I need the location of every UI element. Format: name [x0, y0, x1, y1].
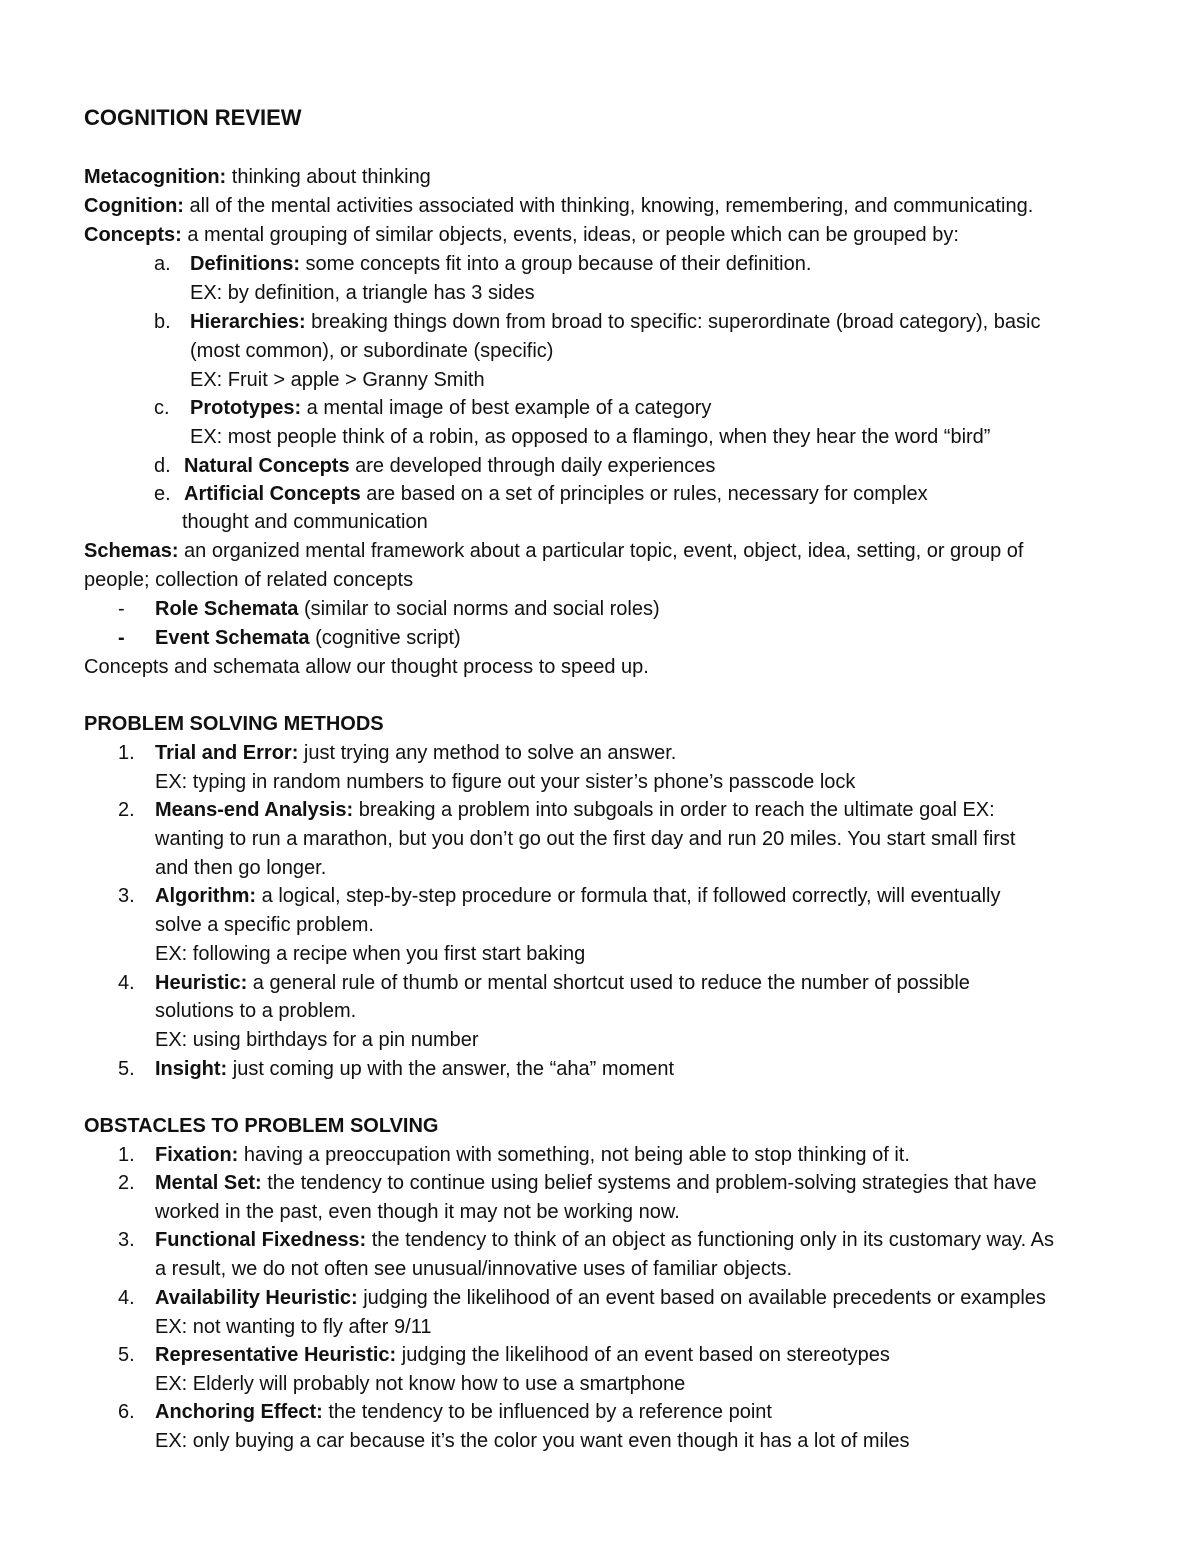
item-continuation: thought and communication	[182, 511, 428, 533]
schemas-term: Schemas:	[84, 540, 179, 562]
list-marker: 3.	[118, 1229, 135, 1251]
item-term: Artificial Concepts	[184, 483, 361, 505]
list-marker: c.	[154, 397, 170, 419]
list-item	[190, 396, 711, 420]
item-definition: judging the likelihood of an event based on available precedents or examples	[357, 1287, 1046, 1309]
item-definition: are developed through daily experiences	[349, 455, 716, 477]
item-example: EX: Elderly will probably not know how to use a smartphone	[155, 1373, 686, 1395]
item-definition: the tendency to think of an object as functioning only in its customary way. As	[366, 1229, 1054, 1251]
list-marker: 2.	[118, 799, 135, 821]
item-definition: the tendency to continue using belief systems and problem-solving strategies that have	[261, 1172, 1037, 1194]
item-term: Hierarchies:	[190, 311, 306, 333]
item-continuation: solve a specific problem.	[155, 914, 374, 936]
schemas-summary: Concepts and schemata allow our thought process to speed up.	[84, 656, 649, 678]
cognition-term: Cognition:	[84, 195, 184, 217]
list-item	[155, 741, 676, 765]
item-term: Means-end Analysis:	[155, 799, 354, 821]
item-definition: (cognitive script)	[309, 627, 461, 649]
item-definition: a general rule of thumb or mental shortcut used to reduce the number of possible	[247, 972, 970, 994]
list-marker: 3.	[118, 885, 135, 907]
item-example: EX: following a recipe when you first start baking	[155, 943, 586, 965]
list-item	[155, 1171, 1037, 1195]
item-definition: a logical, step-by-step procedure or formula that, if followed correctly, will eventually	[256, 885, 1001, 907]
concepts-definition: a mental grouping of similar objects, events, ideas, or people which can be grouped by:	[181, 224, 959, 246]
list-item	[155, 1286, 1046, 1310]
item-term: Natural Concepts	[184, 455, 350, 477]
dash-marker: -	[118, 598, 125, 620]
item-term: Availability Heuristic:	[155, 1287, 358, 1309]
item-term: Insight:	[155, 1058, 228, 1080]
list-marker: 1.	[118, 1144, 135, 1166]
section-heading-problem-solving: PROBLEM SOLVING METHODS	[84, 713, 384, 735]
list-item	[190, 310, 1040, 334]
item-definition: breaking things down from broad to specific: superordinate (broad category), basic	[305, 311, 1041, 333]
list-item	[155, 1228, 1054, 1252]
item-example: EX: Fruit > apple > Granny Smith	[190, 369, 485, 391]
item-term: Role Schemata	[155, 598, 299, 620]
item-example: EX: only buying a car because it’s the color you want even though it has a lot of miles	[155, 1430, 910, 1452]
list-item	[155, 1400, 772, 1424]
metacognition-term: Metacognition:	[84, 166, 227, 188]
concepts-term: Concepts:	[84, 224, 182, 246]
list-marker: d.	[154, 455, 171, 477]
item-continuation: and then go longer.	[155, 857, 327, 879]
list-item	[155, 1143, 910, 1167]
item-definition: just coming up with the answer, the “aha” moment	[227, 1058, 675, 1080]
list-marker: b.	[154, 311, 171, 333]
cognition-line	[84, 194, 1033, 218]
section-heading-obstacles: OBSTACLES TO PROBLEM SOLVING	[84, 1115, 439, 1137]
list-item	[155, 1343, 890, 1367]
list-item	[155, 626, 461, 650]
item-definition: the tendency to be influenced by a reference point	[322, 1401, 772, 1423]
concepts-line	[84, 223, 959, 247]
document-title: COGNITION REVIEW	[84, 105, 302, 130]
item-definition: some concepts fit into a group because of their definition.	[300, 253, 812, 275]
item-continuation: wanting to run a marathon, but you don’t go out the first day and run 20 miles. You start small first	[155, 828, 1016, 850]
list-marker: 6.	[118, 1401, 135, 1423]
list-marker: e.	[154, 483, 171, 505]
list-item	[155, 597, 660, 621]
item-example: EX: typing in random numbers to figure out your sister’s phone’s passcode lock	[155, 771, 856, 793]
item-definition: are based on a set of principles or rules, necessary for complex	[360, 483, 928, 505]
item-term: Trial and Error:	[155, 742, 299, 764]
list-marker: 2.	[118, 1172, 135, 1194]
metacognition-line	[84, 165, 431, 189]
list-item	[155, 798, 995, 822]
item-definition: breaking a problem into subgoals in order to reach the ultimate goal EX:	[353, 799, 995, 821]
schemas-definition: an organized mental framework about a particular topic, event, object, idea, setting, or group of	[178, 540, 1024, 562]
list-marker: 5.	[118, 1344, 135, 1366]
item-example: EX: by definition, a triangle has 3 sides	[190, 282, 535, 304]
item-term: Heuristic:	[155, 972, 248, 994]
schemas-continuation: people; collection of related concepts	[84, 569, 414, 591]
cognition-definition: all of the mental activities associated with thinking, knowing, remembering, and communicating.	[183, 195, 1034, 217]
list-item	[155, 1057, 674, 1081]
list-item	[184, 482, 928, 506]
item-continuation: solutions to a problem.	[155, 1000, 357, 1022]
list-item	[155, 971, 970, 995]
item-continuation: (most common), or subordinate (specific)	[190, 340, 554, 362]
list-marker: a.	[154, 253, 171, 275]
item-term: Mental Set:	[155, 1172, 262, 1194]
item-term: Prototypes:	[190, 397, 302, 419]
list-marker: 4.	[118, 1287, 135, 1309]
item-definition: (similar to social norms and social roles)	[298, 598, 660, 620]
list-marker: 1.	[118, 742, 135, 764]
list-marker: 5.	[118, 1058, 135, 1080]
item-term: Representative Heuristic:	[155, 1344, 397, 1366]
list-item	[184, 454, 715, 478]
item-continuation: a result, we do not often see unusual/innovative uses of familiar objects.	[155, 1258, 793, 1280]
schemas-line	[84, 539, 1023, 563]
list-item	[155, 884, 1001, 908]
item-example: EX: using birthdays for a pin number	[155, 1029, 479, 1051]
item-term: Definitions:	[190, 253, 300, 275]
item-term: Anchoring Effect:	[155, 1401, 323, 1423]
item-term: Functional Fixedness:	[155, 1229, 367, 1251]
item-example: EX: most people think of a robin, as opposed to a flamingo, when they hear the word “bird”	[190, 426, 991, 448]
item-term: Algorithm:	[155, 885, 257, 907]
item-definition: a mental image of best example of a category	[301, 397, 712, 419]
item-definition: just trying any method to solve an answer.	[298, 742, 677, 764]
dash-marker: -	[118, 627, 125, 649]
list-item	[190, 252, 811, 276]
list-marker: 4.	[118, 972, 135, 994]
item-term: Fixation:	[155, 1144, 239, 1166]
item-example: EX: not wanting to fly after 9/11	[155, 1316, 432, 1338]
item-definition: judging the likelihood of an event based on stereotypes	[396, 1344, 890, 1366]
item-definition: having a preoccupation with something, not being able to stop thinking of it.	[238, 1144, 910, 1166]
metacognition-definition: thinking about thinking	[226, 166, 431, 188]
item-term: Event Schemata	[155, 627, 310, 649]
item-continuation: worked in the past, even though it may not be working now.	[155, 1201, 680, 1223]
